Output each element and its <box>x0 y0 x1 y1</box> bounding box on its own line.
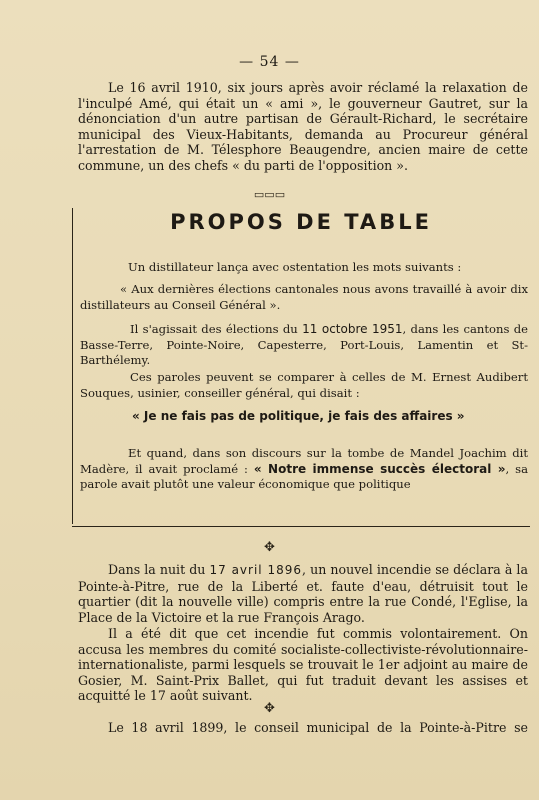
paragraph-1896 <box>78 562 528 625</box>
box-para-3-end: , dans les cantons de Basse-Terre, Pointe-Noire, Capesterre, Port-Louis, Lamentin et St-Barthélemy. <box>80 322 529 368</box>
box-para-5 <box>80 408 528 424</box>
souques-quote: « Je ne fais pas de politique, je fais des affaires » <box>132 409 465 423</box>
paragraph-1899: Le 18 avril 1899, le conseil municipal de la Pointe-à-Pitre se <box>108 720 528 735</box>
box-para-3-start: Il s'agissait des élections du <box>130 322 298 336</box>
box-title: PROPOS DE TABLE <box>170 210 432 234</box>
paragraph-accusation: Il a été dit que cet incendie fut commis volontairement. On accusa les membres du comité socialiste-collectiviste-révolutionnaire-internationaliste, parmi lesquels se trouvait le 1er adjoint au maire de Gosier, M. Saint-Prix Ballet, qui fut traduit devant les assises et acquitté le 17 août suivant. <box>78 626 528 704</box>
paragraph-1910: Le 16 avril 1910, six jours après avoir réclamé la relaxation de l'inculpé Amé, qui était un « ami », le gouverneur Gautret, sur la dénonciation d'un autre partisan de Gérault-Richard, le secrétaire municipal des Vieux-Habitants, demanda au Procureur général l'arrestation de M. Télesphore Beaugendre, ancien maire de cette commune, un des chefs « du parti de l'opposition ». <box>78 80 528 173</box>
box-para-6 <box>80 446 528 493</box>
box-para-4: Ces paroles peuvent se comparer à celles de M. Ernest Audibert Souques, usinier, conseiller général, qui disait : <box>80 370 528 400</box>
section-ornament-middle: ✥ <box>264 540 275 555</box>
election-date: 11 octobre 1951 <box>302 322 403 336</box>
box-para-6-end: , sa parole avait plutôt une valeur économique que politique <box>80 461 529 492</box>
box-bottom-rule <box>72 526 530 527</box>
box-para-6-start: Et quand, dans son discours sur la tombe de Mandel Joachim dit Madère, il avait proclamé : <box>80 446 528 476</box>
section-ornament-top: ▭▭▭ <box>253 188 286 201</box>
madere-quote: « Notre immense succès électoral » <box>253 461 506 476</box>
box-para-3 <box>80 322 528 369</box>
para-1896-end: , un nouvel incendie se déclara à la Pointe-à-Pitre, rue de la Liberté et. faute d'eau, détruisit tout le quartier (dit la nouvelle ville) compris entre la rue Condé, l'Eglise, la Place de la Victoire et la rue François Arago. <box>78 562 528 625</box>
fire-date: 17 avril 1896 <box>209 563 303 577</box>
section-ornament-bottom: ✥ <box>264 701 275 716</box>
box-para-1: Un distillateur lança avec ostentation les mots suivants : <box>128 260 462 274</box>
para-1896-start: Dans la nuit du <box>108 562 206 577</box>
box-para-2: « Aux dernières élections cantonales nous avons travaillé à avoir dix distillateurs au Conseil Général ». <box>80 282 528 312</box>
page-number: — 54 — <box>239 54 300 70</box>
